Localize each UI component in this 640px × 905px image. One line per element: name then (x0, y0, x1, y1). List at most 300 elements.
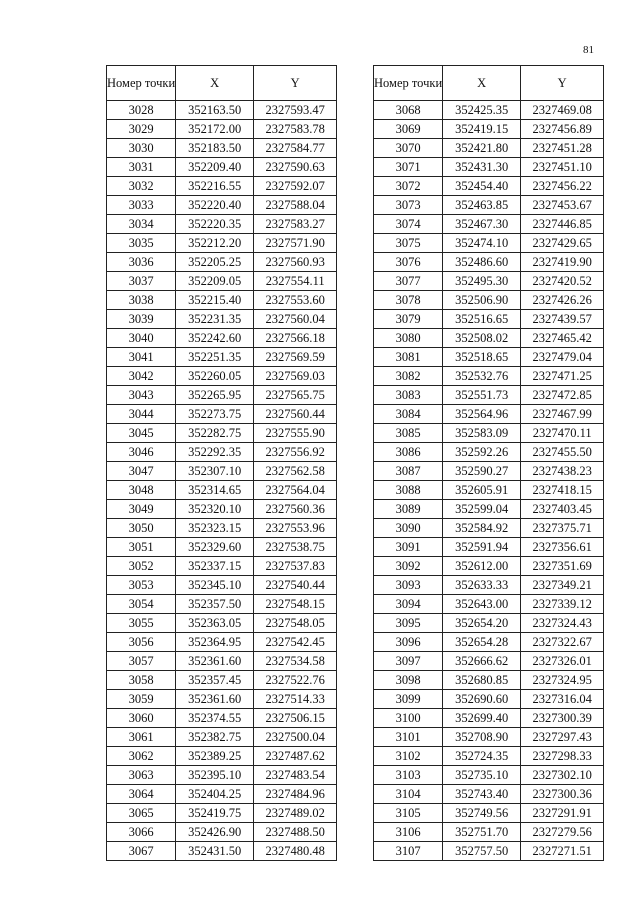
point-number-cell: 3068 (374, 101, 443, 120)
x-coordinate-cell: 352724.35 (443, 747, 521, 766)
x-coordinate-cell: 352751.70 (443, 823, 521, 842)
x-coordinate-cell: 352215.40 (176, 291, 254, 310)
table-header-row (107, 66, 337, 101)
table-row (374, 291, 604, 310)
table-row (107, 196, 337, 215)
table-row (107, 386, 337, 405)
point-number-cell: 3077 (374, 272, 443, 291)
table-row (374, 652, 604, 671)
y-coordinate-cell: 2327583.27 (254, 215, 337, 234)
x-coordinate-cell: 352265.95 (176, 386, 254, 405)
table-row (374, 728, 604, 747)
point-number-cell: 3098 (374, 671, 443, 690)
point-number-cell: 3080 (374, 329, 443, 348)
y-coordinate-cell: 2327418.15 (521, 481, 604, 500)
table-row (374, 139, 604, 158)
y-coordinate-cell: 2327351.69 (521, 557, 604, 576)
y-coordinate-cell: 2327560.93 (254, 253, 337, 272)
point-number-cell: 3078 (374, 291, 443, 310)
table-row (107, 120, 337, 139)
table-row (107, 804, 337, 823)
table-row (107, 823, 337, 842)
point-number-cell: 3074 (374, 215, 443, 234)
table-row (107, 671, 337, 690)
y-coordinate-cell: 2327565.75 (254, 386, 337, 405)
x-coordinate-cell: 352357.50 (176, 595, 254, 614)
header-point-number: Номер точки (374, 66, 443, 101)
x-coordinate-cell: 352518.65 (443, 348, 521, 367)
y-coordinate-cell: 2327553.60 (254, 291, 337, 310)
y-coordinate-cell: 2327298.33 (521, 747, 604, 766)
coordinates-table-left (106, 65, 337, 861)
y-coordinate-cell: 2327590.63 (254, 158, 337, 177)
table-row (107, 462, 337, 481)
table-row (107, 177, 337, 196)
point-number-cell: 3031 (107, 158, 176, 177)
point-number-cell: 3036 (107, 253, 176, 272)
point-number-cell: 3105 (374, 804, 443, 823)
point-number-cell: 3072 (374, 177, 443, 196)
x-coordinate-cell: 352680.85 (443, 671, 521, 690)
point-number-cell: 3092 (374, 557, 443, 576)
table-row (374, 823, 604, 842)
table-row (107, 158, 337, 177)
x-coordinate-cell: 352508.02 (443, 329, 521, 348)
x-coordinate-cell: 352183.50 (176, 139, 254, 158)
x-coordinate-cell: 352584.92 (443, 519, 521, 538)
point-number-cell: 3042 (107, 367, 176, 386)
table-row (107, 538, 337, 557)
point-number-cell: 3037 (107, 272, 176, 291)
point-number-cell: 3090 (374, 519, 443, 538)
x-coordinate-cell: 352260.05 (176, 367, 254, 386)
table-row (374, 519, 604, 538)
y-coordinate-cell: 2327584.77 (254, 139, 337, 158)
point-number-cell: 3041 (107, 348, 176, 367)
point-number-cell: 3038 (107, 291, 176, 310)
y-coordinate-cell: 2327542.45 (254, 633, 337, 652)
x-coordinate-cell: 352749.56 (443, 804, 521, 823)
x-coordinate-cell: 352666.62 (443, 652, 521, 671)
table-row (107, 633, 337, 652)
point-number-cell: 3089 (374, 500, 443, 519)
x-coordinate-cell: 352592.26 (443, 443, 521, 462)
point-number-cell: 3096 (374, 633, 443, 652)
point-number-cell: 3054 (107, 595, 176, 614)
table-row (107, 310, 337, 329)
table-row (107, 405, 337, 424)
y-coordinate-cell: 2327480.48 (254, 842, 337, 861)
x-coordinate-cell: 352357.45 (176, 671, 254, 690)
table-row (107, 766, 337, 785)
table-row (374, 443, 604, 462)
point-number-cell: 3107 (374, 842, 443, 861)
x-coordinate-cell: 352591.94 (443, 538, 521, 557)
y-coordinate-cell: 2327467.99 (521, 405, 604, 424)
point-number-cell: 3071 (374, 158, 443, 177)
point-number-cell: 3043 (107, 386, 176, 405)
table-row (107, 614, 337, 633)
x-coordinate-cell: 352292.35 (176, 443, 254, 462)
x-coordinate-cell: 352363.05 (176, 614, 254, 633)
y-coordinate-cell: 2327456.22 (521, 177, 604, 196)
x-coordinate-cell: 352590.27 (443, 462, 521, 481)
table-row (374, 215, 604, 234)
x-coordinate-cell: 352467.30 (443, 215, 521, 234)
x-coordinate-cell: 352220.35 (176, 215, 254, 234)
point-number-cell: 3057 (107, 652, 176, 671)
y-coordinate-cell: 2327556.92 (254, 443, 337, 462)
point-number-cell: 3103 (374, 766, 443, 785)
y-coordinate-cell: 2327484.96 (254, 785, 337, 804)
table-row (374, 329, 604, 348)
y-coordinate-cell: 2327571.90 (254, 234, 337, 253)
y-coordinate-cell: 2327451.28 (521, 139, 604, 158)
point-number-cell: 3040 (107, 329, 176, 348)
x-coordinate-cell: 352532.76 (443, 367, 521, 386)
table-row (374, 595, 604, 614)
x-coordinate-cell: 352495.30 (443, 272, 521, 291)
y-coordinate-cell: 2327349.21 (521, 576, 604, 595)
y-coordinate-cell: 2327300.36 (521, 785, 604, 804)
table-row (107, 709, 337, 728)
y-coordinate-cell: 2327324.43 (521, 614, 604, 633)
table-row (107, 272, 337, 291)
y-coordinate-cell: 2327456.89 (521, 120, 604, 139)
table-row (107, 481, 337, 500)
table-row (374, 272, 604, 291)
header-y: Y (254, 66, 337, 101)
table-row (107, 842, 337, 861)
y-coordinate-cell: 2327555.90 (254, 424, 337, 443)
point-number-cell: 3081 (374, 348, 443, 367)
table-row (107, 367, 337, 386)
y-coordinate-cell: 2327560.36 (254, 500, 337, 519)
y-coordinate-cell: 2327420.52 (521, 272, 604, 291)
table-row (374, 120, 604, 139)
point-number-cell: 3051 (107, 538, 176, 557)
y-coordinate-cell: 2327375.71 (521, 519, 604, 538)
y-coordinate-cell: 2327324.95 (521, 671, 604, 690)
table-row (374, 747, 604, 766)
page-number: 81 (583, 44, 594, 56)
point-number-cell: 3047 (107, 462, 176, 481)
y-coordinate-cell: 2327455.50 (521, 443, 604, 462)
y-coordinate-cell: 2327470.11 (521, 424, 604, 443)
table-row (107, 747, 337, 766)
table-row (374, 101, 604, 120)
table-row (107, 139, 337, 158)
table-row (107, 690, 337, 709)
y-coordinate-cell: 2327588.04 (254, 196, 337, 215)
x-coordinate-cell: 352708.90 (443, 728, 521, 747)
table-row (374, 633, 604, 652)
point-number-cell: 3056 (107, 633, 176, 652)
header-x: X (443, 66, 521, 101)
x-coordinate-cell: 352307.10 (176, 462, 254, 481)
point-number-cell: 3050 (107, 519, 176, 538)
y-coordinate-cell: 2327297.43 (521, 728, 604, 747)
point-number-cell: 3093 (374, 576, 443, 595)
x-coordinate-cell: 352374.55 (176, 709, 254, 728)
table-row (374, 538, 604, 557)
table-row (374, 500, 604, 519)
point-number-cell: 3034 (107, 215, 176, 234)
table-row (374, 196, 604, 215)
y-coordinate-cell: 2327429.65 (521, 234, 604, 253)
point-number-cell: 3075 (374, 234, 443, 253)
y-coordinate-cell: 2327426.26 (521, 291, 604, 310)
y-coordinate-cell: 2327514.33 (254, 690, 337, 709)
point-number-cell: 3076 (374, 253, 443, 272)
table-row (374, 671, 604, 690)
y-coordinate-cell: 2327583.78 (254, 120, 337, 139)
header-x: X (176, 66, 254, 101)
x-coordinate-cell: 352419.75 (176, 804, 254, 823)
y-coordinate-cell: 2327522.76 (254, 671, 337, 690)
x-coordinate-cell: 352212.20 (176, 234, 254, 253)
x-coordinate-cell: 352282.75 (176, 424, 254, 443)
x-coordinate-cell: 352273.75 (176, 405, 254, 424)
y-coordinate-cell: 2327534.58 (254, 652, 337, 671)
x-coordinate-cell: 352163.50 (176, 101, 254, 120)
point-number-cell: 3106 (374, 823, 443, 842)
x-coordinate-cell: 352320.10 (176, 500, 254, 519)
y-coordinate-cell: 2327465.42 (521, 329, 604, 348)
x-coordinate-cell: 352463.85 (443, 196, 521, 215)
table-row (107, 785, 337, 804)
point-number-cell: 3100 (374, 709, 443, 728)
point-number-cell: 3066 (107, 823, 176, 842)
point-number-cell: 3101 (374, 728, 443, 747)
header-point-number: Номер точки (107, 66, 176, 101)
x-coordinate-cell: 352431.30 (443, 158, 521, 177)
y-coordinate-cell: 2327279.56 (521, 823, 604, 842)
point-number-cell: 3073 (374, 196, 443, 215)
y-coordinate-cell: 2327271.51 (521, 842, 604, 861)
y-coordinate-cell: 2327593.47 (254, 101, 337, 120)
y-coordinate-cell: 2327483.54 (254, 766, 337, 785)
header-y: Y (521, 66, 604, 101)
x-coordinate-cell: 352605.91 (443, 481, 521, 500)
table-row (107, 500, 337, 519)
x-coordinate-cell: 352643.00 (443, 595, 521, 614)
x-coordinate-cell: 352361.60 (176, 690, 254, 709)
table-row (374, 234, 604, 253)
point-number-cell: 3102 (374, 747, 443, 766)
table-row (107, 348, 337, 367)
y-coordinate-cell: 2327471.25 (521, 367, 604, 386)
point-number-cell: 3104 (374, 785, 443, 804)
y-coordinate-cell: 2327326.01 (521, 652, 604, 671)
y-coordinate-cell: 2327562.58 (254, 462, 337, 481)
x-coordinate-cell: 352337.15 (176, 557, 254, 576)
point-number-cell: 3062 (107, 747, 176, 766)
x-coordinate-cell: 352209.40 (176, 158, 254, 177)
point-number-cell: 3079 (374, 310, 443, 329)
point-number-cell: 3052 (107, 557, 176, 576)
y-coordinate-cell: 2327439.57 (521, 310, 604, 329)
x-coordinate-cell: 352654.20 (443, 614, 521, 633)
coordinates-table-right (373, 65, 604, 861)
x-coordinate-cell: 352389.25 (176, 747, 254, 766)
table-row (374, 766, 604, 785)
x-coordinate-cell: 352382.75 (176, 728, 254, 747)
table-row (374, 462, 604, 481)
x-coordinate-cell: 352516.65 (443, 310, 521, 329)
x-coordinate-cell: 352599.04 (443, 500, 521, 519)
x-coordinate-cell: 352323.15 (176, 519, 254, 538)
x-coordinate-cell: 352220.40 (176, 196, 254, 215)
table-row (107, 291, 337, 310)
y-coordinate-cell: 2327537.83 (254, 557, 337, 576)
y-coordinate-cell: 2327489.02 (254, 804, 337, 823)
point-number-cell: 3082 (374, 367, 443, 386)
y-coordinate-cell: 2327569.03 (254, 367, 337, 386)
point-number-cell: 3049 (107, 500, 176, 519)
x-coordinate-cell: 352419.15 (443, 120, 521, 139)
point-number-cell: 3069 (374, 120, 443, 139)
point-number-cell: 3094 (374, 595, 443, 614)
point-number-cell: 3033 (107, 196, 176, 215)
point-number-cell: 3048 (107, 481, 176, 500)
table-row (107, 101, 337, 120)
table-row (107, 576, 337, 595)
x-coordinate-cell: 352757.50 (443, 842, 521, 861)
point-number-cell: 3060 (107, 709, 176, 728)
x-coordinate-cell: 352345.10 (176, 576, 254, 595)
x-coordinate-cell: 352404.25 (176, 785, 254, 804)
x-coordinate-cell: 352735.10 (443, 766, 521, 785)
x-coordinate-cell: 352654.28 (443, 633, 521, 652)
point-number-cell: 3063 (107, 766, 176, 785)
y-coordinate-cell: 2327566.18 (254, 329, 337, 348)
y-coordinate-cell: 2327479.04 (521, 348, 604, 367)
x-coordinate-cell: 352209.05 (176, 272, 254, 291)
y-coordinate-cell: 2327446.85 (521, 215, 604, 234)
table-row (374, 690, 604, 709)
point-number-cell: 3044 (107, 405, 176, 424)
point-number-cell: 3029 (107, 120, 176, 139)
x-coordinate-cell: 352251.35 (176, 348, 254, 367)
y-coordinate-cell: 2327356.61 (521, 538, 604, 557)
table-row (107, 595, 337, 614)
x-coordinate-cell: 352551.73 (443, 386, 521, 405)
y-coordinate-cell: 2327300.39 (521, 709, 604, 728)
point-number-cell: 3084 (374, 405, 443, 424)
table-row (374, 177, 604, 196)
point-number-cell: 3064 (107, 785, 176, 804)
table-header-row (374, 66, 604, 101)
table-row (374, 424, 604, 443)
x-coordinate-cell: 352474.10 (443, 234, 521, 253)
y-coordinate-cell: 2327500.04 (254, 728, 337, 747)
y-coordinate-cell: 2327403.45 (521, 500, 604, 519)
x-coordinate-cell: 352361.60 (176, 652, 254, 671)
y-coordinate-cell: 2327560.44 (254, 405, 337, 424)
point-number-cell: 3095 (374, 614, 443, 633)
point-number-cell: 3099 (374, 690, 443, 709)
table-row (107, 253, 337, 272)
table-row (107, 728, 337, 747)
y-coordinate-cell: 2327487.62 (254, 747, 337, 766)
table-row (374, 785, 604, 804)
x-coordinate-cell: 352364.95 (176, 633, 254, 652)
x-coordinate-cell: 352426.90 (176, 823, 254, 842)
y-coordinate-cell: 2327548.15 (254, 595, 337, 614)
x-coordinate-cell: 352216.55 (176, 177, 254, 196)
x-coordinate-cell: 352506.90 (443, 291, 521, 310)
y-coordinate-cell: 2327488.50 (254, 823, 337, 842)
y-coordinate-cell: 2327472.85 (521, 386, 604, 405)
x-coordinate-cell: 352172.00 (176, 120, 254, 139)
y-coordinate-cell: 2327302.10 (521, 766, 604, 785)
table-row (107, 519, 337, 538)
point-number-cell: 3088 (374, 481, 443, 500)
y-coordinate-cell: 2327560.04 (254, 310, 337, 329)
x-coordinate-cell: 352699.40 (443, 709, 521, 728)
table-row (374, 367, 604, 386)
table-row (107, 652, 337, 671)
point-number-cell: 3046 (107, 443, 176, 462)
table-row (374, 310, 604, 329)
x-coordinate-cell: 352583.09 (443, 424, 521, 443)
point-number-cell: 3030 (107, 139, 176, 158)
point-number-cell: 3061 (107, 728, 176, 747)
point-number-cell: 3028 (107, 101, 176, 120)
table-row (107, 424, 337, 443)
point-number-cell: 3035 (107, 234, 176, 253)
table-row (374, 253, 604, 272)
point-number-cell: 3058 (107, 671, 176, 690)
y-coordinate-cell: 2327564.04 (254, 481, 337, 500)
point-number-cell: 3053 (107, 576, 176, 595)
y-coordinate-cell: 2327554.11 (254, 272, 337, 291)
table-row (374, 481, 604, 500)
table-row (374, 386, 604, 405)
y-coordinate-cell: 2327469.08 (521, 101, 604, 120)
x-coordinate-cell: 352395.10 (176, 766, 254, 785)
x-coordinate-cell: 352205.25 (176, 253, 254, 272)
y-coordinate-cell: 2327569.59 (254, 348, 337, 367)
y-coordinate-cell: 2327506.15 (254, 709, 337, 728)
x-coordinate-cell: 352329.60 (176, 538, 254, 557)
table-row (107, 215, 337, 234)
x-coordinate-cell: 352690.60 (443, 690, 521, 709)
point-number-cell: 3039 (107, 310, 176, 329)
y-coordinate-cell: 2327339.12 (521, 595, 604, 614)
table-row (374, 576, 604, 595)
x-coordinate-cell: 352231.35 (176, 310, 254, 329)
point-number-cell: 3065 (107, 804, 176, 823)
y-coordinate-cell: 2327438.23 (521, 462, 604, 481)
table-row (374, 709, 604, 728)
table-row (374, 842, 604, 861)
point-number-cell: 3083 (374, 386, 443, 405)
y-coordinate-cell: 2327419.90 (521, 253, 604, 272)
table-row (107, 557, 337, 576)
y-coordinate-cell: 2327451.10 (521, 158, 604, 177)
table-row (374, 804, 604, 823)
point-number-cell: 3085 (374, 424, 443, 443)
table-row (374, 614, 604, 633)
point-number-cell: 3067 (107, 842, 176, 861)
x-coordinate-cell: 352421.80 (443, 139, 521, 158)
x-coordinate-cell: 352486.60 (443, 253, 521, 272)
y-coordinate-cell: 2327540.44 (254, 576, 337, 595)
x-coordinate-cell: 352612.00 (443, 557, 521, 576)
table-row (107, 234, 337, 253)
